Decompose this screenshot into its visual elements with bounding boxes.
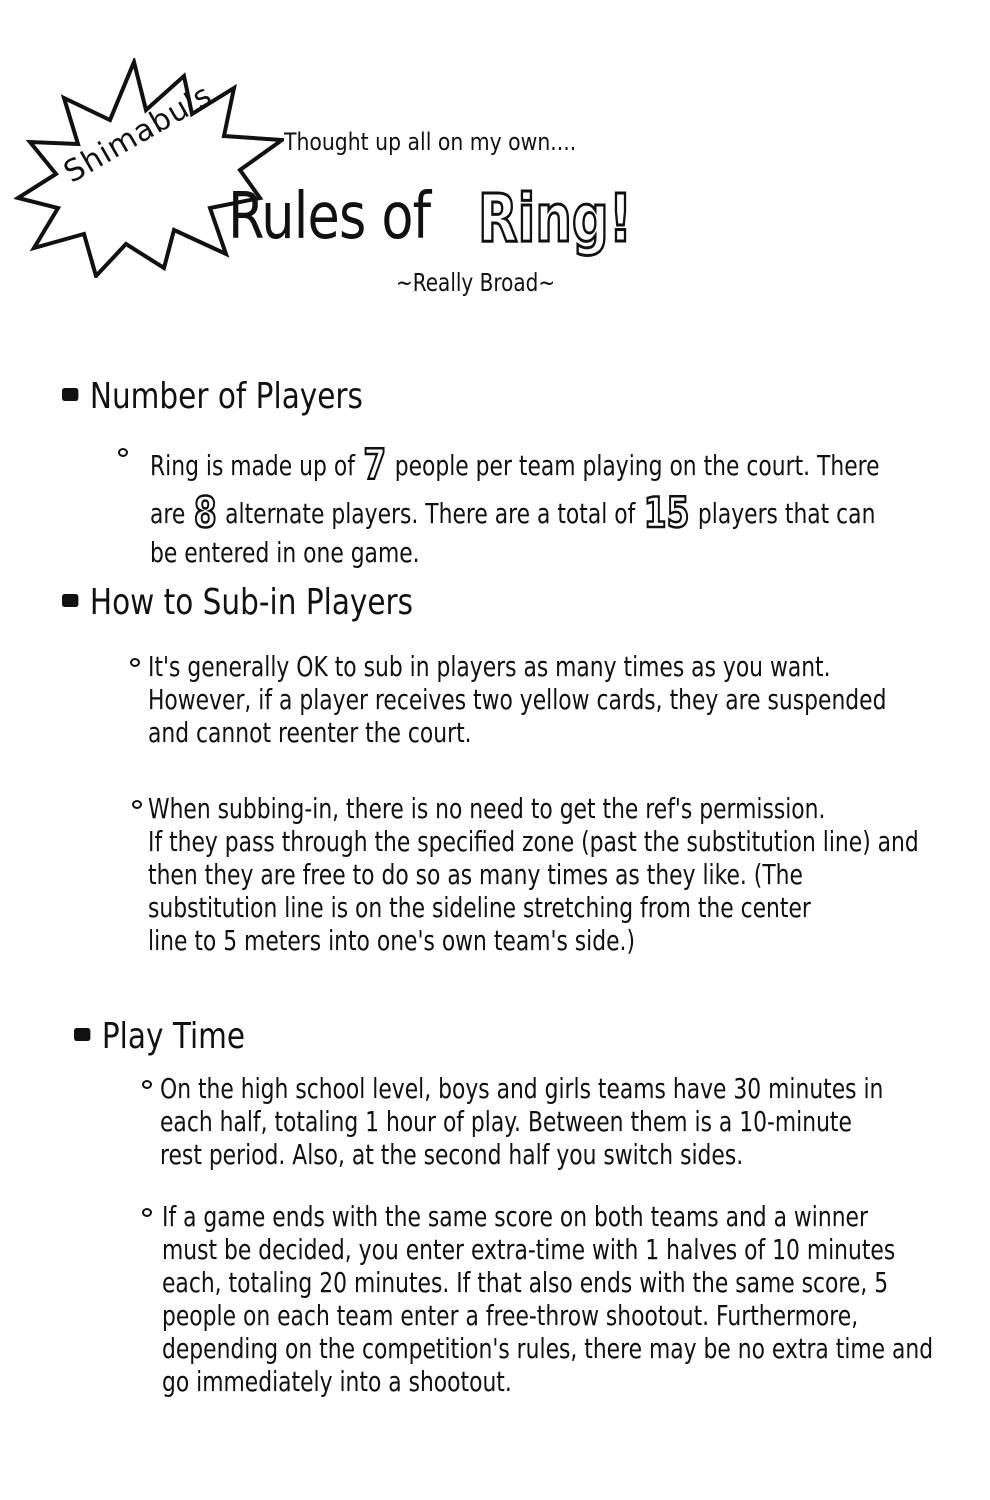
section-heading-subs: How to Sub-in Players <box>62 582 413 623</box>
number-eight: 8 <box>193 488 217 537</box>
tagline: Thought up all on my own.... <box>284 128 577 156</box>
section-heading-playtime: Play Time <box>74 1016 245 1057</box>
number-fifteen: 15 <box>643 488 690 537</box>
circle-bullet-icon <box>132 800 142 809</box>
page-title <box>228 180 633 257</box>
square-bullet-icon <box>62 388 78 401</box>
square-bullet-icon <box>62 594 78 607</box>
circle-bullet-icon <box>130 658 140 667</box>
burst-label: Shimabu's <box>58 77 219 191</box>
square-bullet-icon <box>74 1028 90 1041</box>
subtitle: ~Really Broad~ <box>396 268 556 297</box>
circle-bullet-icon <box>118 448 128 457</box>
title-ring: Ring! <box>478 180 633 257</box>
number-seven: 7 <box>363 440 387 489</box>
rules-page: Shimabu's Thought up all on my own.... Rules of Ring! ~Really Broad~ Number of Players Ring is made up of 7 people per team playing on the court. There are 8 alternate players. There are a total of 15 players that can be entered in one game. How to Sub-in Players It's generally OK to sub in players as many times as you want. However, if a player receives two yellow cards, they are suspended and cannot reenter the court. When subbing-in, there is no need to get the ref's permission. If they pass through the specified zone (past the substitution line) and then they are free to do so as many times as they like. (The substitution line is on the sideline stretching from the center line to 5 meters into one's own team's side.) Play Time On the high school level, boys and girls teams have 30 minutes in each half, totaling 1 hour of play. Between them is a 10-minute rest period. Also, at the second half you switch sides. If a game ends with the same score on both teams and a winner must be decided, you enter extra-time with 1 halves of 10 minutes each, totaling 20 minutes. If that also ends with the same score, 5 people on each team enter a free-throw shootout. Furthermore, depending on the competition's rules, there may be no extra time and go immediately into a shootout. <box>0 0 990 1500</box>
circle-bullet-icon <box>142 1080 152 1089</box>
section-heading-players: Number of Players <box>62 376 363 417</box>
title-prefix: Rules of <box>228 180 431 254</box>
circle-bullet-icon <box>142 1208 152 1217</box>
